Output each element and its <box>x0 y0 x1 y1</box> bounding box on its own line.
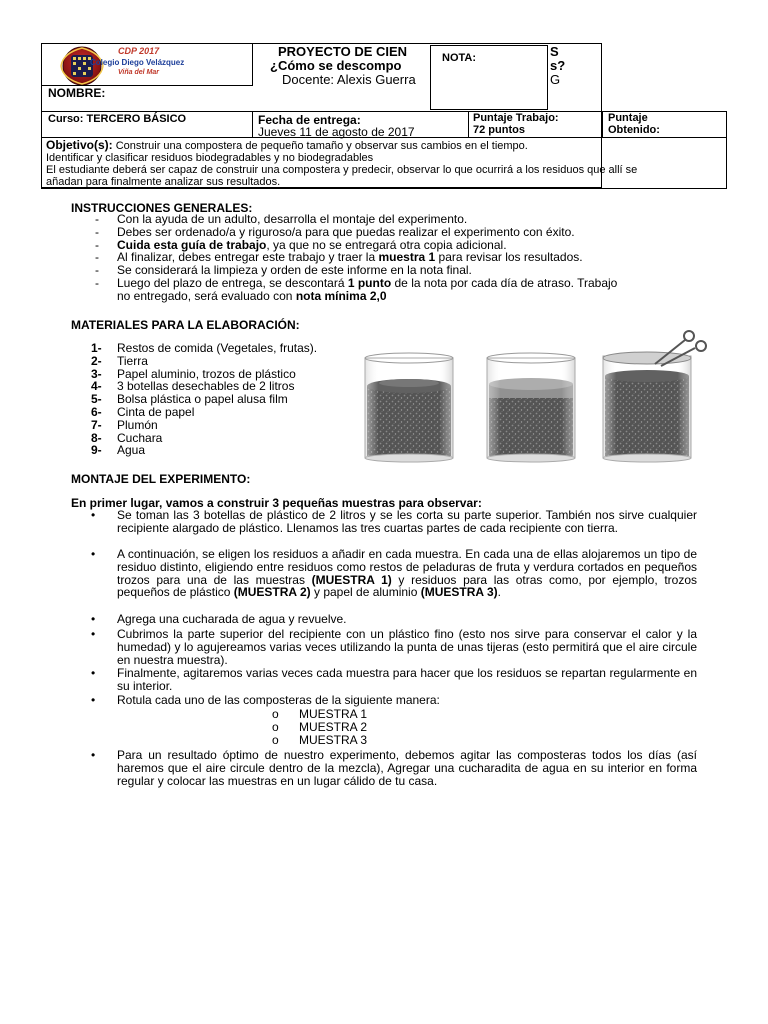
list-item: o MUESTRA 1 <box>272 707 368 721</box>
list-item: • Finalmente, agitaremos varias veces cada muestra para hacer que los residuos se repartan regularmente en su interior. <box>91 666 697 693</box>
list-item: 4- 3 botellas desechables de 2 litros <box>91 379 295 394</box>
teacher-name: Docente: Alexis Guerra <box>282 72 416 87</box>
bullet-icon: • <box>91 612 96 626</box>
project-question: ¿Cómo se descompo <box>270 58 402 73</box>
list-item: o MUESTRA 2 <box>272 720 368 735</box>
project-title: PROYECTO DE CIEN <box>278 44 408 59</box>
objective-line-1: Objetivo(s): Construir una compostera de pequeño tamaño y observar sus cambios en el tiempo. <box>46 138 528 152</box>
instructions-list <box>91 213 711 303</box>
divider <box>602 111 603 138</box>
nombre-label: NOMBRE: <box>48 86 106 100</box>
fecha-label: Fecha de entrega: <box>258 113 361 127</box>
list-item: 9- Agua <box>91 443 146 458</box>
grade-box <box>430 45 548 110</box>
puntaje-obtenido-label: Puntaje <box>608 112 648 124</box>
school-banner: CDP 2017 <box>118 46 160 56</box>
project-question-end: s? <box>550 58 566 73</box>
divider <box>726 111 727 138</box>
list-item: - Debes ser ordenado/a y riguroso/a para que puedas realizar el experimento con éxito. <box>91 226 711 239</box>
puntaje-trabajo-value: 72 puntos <box>473 124 525 136</box>
divider <box>602 111 727 112</box>
objective-line-2: Identificar y clasificar residuos biodegradables y no biodegradables <box>46 152 374 164</box>
list-item: - Se considerará la limpieza y orden de este informe en la nota final. <box>91 264 711 277</box>
list-item: • Se toman las 3 botellas de plástico de 2 litros y se les corta su parte superior. También nos sirve cualquier recipiente alargado de plástico. Llenamos las tres cuartas partes de cada recipiente con tierra. <box>91 508 697 535</box>
list-item: • Cubrimos la parte superior del recipiente con un plástico fino (esto nos sirve para conservar el calor y la humedad) y lo agujereamos varias veces utilizando la punta de unas tijeras (esto permitirá que el aire circule en nuestra muestra). <box>91 627 697 667</box>
jar-1 <box>365 353 453 462</box>
instructions-title: INSTRUCCIONES GENERALES: <box>71 201 253 215</box>
jar-3 <box>603 331 706 462</box>
puntaje-trabajo-label: Puntaje Trabajo: <box>473 112 559 124</box>
jar-2 <box>487 353 575 462</box>
list-item: • A continuación, se eligen los residuos a añadir en cada muestra. En cada una de ellas alojaremos un tipo de residuo distinto, eligiendo entre residuos como restos de peladuras de fruta y verdura cortados en pequeños trozos para una de las muestras (MUESTRA 1) y residuos para las otras como, por ejemplo, trozos pequeños de plástico (MUESTRA 2) y papel de aluminio (MUESTRA 3). <box>91 547 697 600</box>
bullet-icon: • <box>91 547 96 561</box>
materials-list <box>91 342 317 457</box>
list-item: • Para un resultado óptimo de nuestro experimento, debemos agitar las composteras todos los días (así haremos que el aire circule dentro de la mezcla), Agregar una cucharadita de agua en su interior en forma regular y colocar las muestras en un lugar cálido de tu casa. <box>91 748 697 788</box>
list-item: 5- Bolsa plástica o papel alusa film <box>91 392 288 407</box>
list-item: • Agrega una cucharada de agua y revuelve. <box>91 612 347 626</box>
bullet-icon: • <box>91 666 96 680</box>
bullet-icon: • <box>91 693 96 707</box>
list-item: 6- Cinta de papel <box>91 404 195 419</box>
project-title-end: S <box>550 44 559 59</box>
list-item: - Cuida esta guía de trabajo, ya que no se entregará otra copia adicional. <box>91 239 711 252</box>
school-name: Colegio Diego Velázquez <box>90 58 185 67</box>
list-item: 3- Papel aluminio, trozos de plástico <box>91 366 296 381</box>
jars-illustration <box>355 328 715 463</box>
objective-line-4: añadan para finalmente analizar sus resultados. <box>46 176 281 188</box>
puntaje-obtenido-label-2: Obtenido: <box>608 124 660 136</box>
objective-line-3: El estudiante deberá ser capaz de construir una compostera y predecir, observar lo que ocurrirá a los residuos que allí se <box>46 164 638 176</box>
list-item: 1- Restos de comida (Vegetales, frutas). <box>91 341 318 355</box>
curso-label: Curso: TERCERO BÁSICO <box>48 113 187 125</box>
divider <box>252 111 253 138</box>
teacher-end: G <box>550 72 561 87</box>
list-item: - Al finalizar, debes entregar este trabajo y traer la muestra 1 para revisar los resultados. <box>91 251 711 264</box>
list-item: 8- Cuchara <box>91 430 163 445</box>
school-place: Viña del Mar <box>118 69 159 76</box>
divider <box>252 43 253 86</box>
setup-intro: En primer lugar, vamos a construir 3 pequeñas muestras para observar: <box>71 496 482 510</box>
sample-labels <box>272 708 367 748</box>
grade-label: NOTA: <box>442 52 477 64</box>
bullet-icon: • <box>91 627 96 641</box>
materials-title: MATERIALES PARA LA ELABORACIÓN: <box>71 318 300 332</box>
divider <box>468 111 469 138</box>
setup-title: MONTAJE DEL EXPERIMENTO: <box>71 472 251 486</box>
list-item: 7- Plumón <box>91 417 158 432</box>
fecha-value: Jueves 11 de agosto de 2017 <box>258 125 415 139</box>
list-item: - Luego del plazo de entrega, se descontará 1 punto de la nota por cada día de atraso. Trabajo no entregado, será evaluado con nota mínima 2,0 <box>91 277 711 303</box>
bullet-icon: • <box>91 748 96 762</box>
list-item: - Con la ayuda de un adulto, desarrolla el montaje del experimento. <box>91 213 711 226</box>
list-item: 2- Tierra <box>91 353 148 368</box>
list-item: • Rotula cada uno de las composteras de la siguiente manera: <box>91 693 440 707</box>
bullet-icon: • <box>91 508 96 522</box>
list-item: o MUESTRA 3 <box>272 733 368 748</box>
